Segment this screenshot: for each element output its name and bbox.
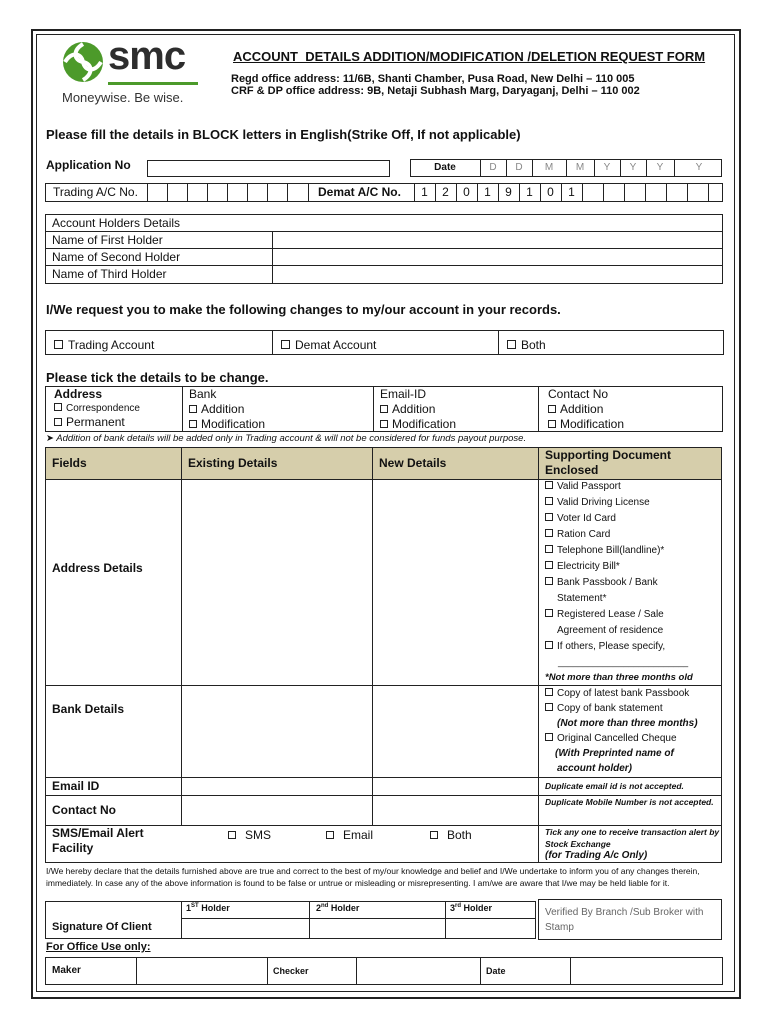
- demat-ac-label: Demat A/C No.: [318, 185, 401, 199]
- doc-ration-card[interactable]: Ration Card: [545, 527, 665, 543]
- trading-ac-input[interactable]: [147, 183, 309, 202]
- doc-cheque-note-1: (With Preprinted name of: [555, 748, 674, 759]
- date-placeholder-m2: M: [575, 162, 585, 173]
- application-no-input[interactable]: [147, 160, 390, 177]
- supporting-docs-header: Supporting Document Enclosed: [545, 448, 671, 477]
- doc-electricity-bill[interactable]: Electricity Bill*: [545, 559, 665, 575]
- alert-note: Tick any one to receive transaction alert by Stock Exchange (for Trading A/c Only): [545, 827, 720, 861]
- address-doc-note: *Not more than three months old: [545, 672, 693, 683]
- bank-new-input[interactable]: [373, 686, 538, 777]
- bank-addition-note: ➤ Addition of bank details will be added only in Trading account & will not be considered for funds payout purpose.: [46, 433, 527, 444]
- both-account-option[interactable]: Both: [507, 338, 546, 352]
- doc-bank-passbook[interactable]: Bank Passbook / Bank: [545, 575, 665, 591]
- address-details-label: Address Details: [52, 561, 143, 575]
- email-id-label: Email ID: [52, 779, 100, 793]
- contact-change-title: Contact No: [548, 387, 609, 401]
- mobile-duplicate-note: Duplicate Mobile Number is not accepted.: [545, 797, 714, 807]
- alert-both-option[interactable]: Both: [430, 828, 472, 842]
- contact-new-input[interactable]: [373, 796, 538, 825]
- new-details-header: New Details: [379, 456, 447, 470]
- doc-checkbox[interactable]: [545, 545, 553, 553]
- declaration-text: I/We hereby declare that the details furnished above are true and correct to the best of my/our knowledge and belief and I/We undertake to inform you of any changes therein, immediately. In case any of the above information is found to be false or untrue or misleading or misrepresenting. I am/we are aware that I/we may be held liable for it.: [46, 866, 700, 888]
- demat-digit-5: 9: [505, 185, 512, 199]
- demat-digit-3: 0: [463, 185, 470, 199]
- first-holder-input[interactable]: [273, 232, 723, 248]
- date-placeholder-m1: M: [544, 162, 554, 173]
- email-modification-option[interactable]: Modification: [380, 417, 456, 431]
- correspondence-checkbox[interactable]: [54, 403, 62, 411]
- date-label: Date: [434, 162, 456, 173]
- contact-modification-option[interactable]: Modification: [548, 417, 624, 431]
- email-addition-option[interactable]: Addition: [380, 402, 456, 416]
- alert-sms-checkbox[interactable]: [228, 831, 236, 839]
- verified-by-branch-text: Verified By Branch /Sub Broker with Stamp: [545, 907, 704, 933]
- bank-existing-input[interactable]: [182, 686, 372, 777]
- demat-digit-7: 0: [547, 185, 554, 199]
- doc-checkbox[interactable]: [545, 529, 553, 537]
- date-placeholder-d2: D: [515, 162, 523, 173]
- bank-details-label: Bank Details: [52, 702, 125, 716]
- email-existing-input[interactable]: [182, 778, 372, 795]
- form-title: ACCOUNT DETAILS ADDITION/MODIFICATION /DELETION REQUEST FORM: [233, 49, 706, 64]
- date-placeholder-y3: Y: [656, 162, 664, 173]
- maker-label: Maker: [52, 965, 81, 976]
- alert-facility-label: SMS/Email Alert Facility: [52, 826, 144, 855]
- permanent-checkbox[interactable]: [54, 418, 62, 426]
- date-placeholder-y1: Y: [603, 162, 611, 173]
- checker-label: Checker: [273, 966, 309, 976]
- fields-header: Fields: [52, 456, 87, 470]
- doc-cheque-note-2: account holder): [557, 763, 633, 774]
- address-change-title: Address: [54, 387, 103, 401]
- second-holder-input[interactable]: [273, 249, 723, 265]
- trading-account-checkbox[interactable]: [54, 340, 63, 349]
- others-specify-line[interactable]: __________________________: [558, 657, 689, 667]
- demat-digit-4: 1: [484, 185, 491, 199]
- third-holder-input[interactable]: [273, 266, 723, 283]
- date-placeholder-y4: Y: [695, 162, 703, 173]
- logo-brand-text: smc: [108, 34, 186, 78]
- demat-digit-2: 2: [442, 185, 449, 199]
- doc-checkbox[interactable]: [545, 481, 553, 489]
- bank-doc-list: [545, 686, 698, 776]
- demat-digit-8: 1: [568, 185, 575, 199]
- email-duplicate-note: Duplicate email id is not accepted.: [545, 781, 684, 791]
- doc-bank-statement-cont: Statement*: [557, 593, 607, 604]
- contact-existing-input[interactable]: [182, 796, 372, 825]
- first-holder-signature[interactable]: [182, 919, 309, 939]
- doc-agreement-cont: Agreement of residence: [557, 625, 664, 636]
- doc-registered-lease[interactable]: Registered Lease / Sale: [545, 607, 665, 623]
- both-account-checkbox[interactable]: [507, 340, 516, 349]
- demat-digit-1: 1: [421, 185, 428, 199]
- contact-modification-checkbox[interactable]: [548, 420, 556, 428]
- arrow-bullet-icon: ➤: [46, 433, 54, 444]
- contact-no-label: Contact No: [52, 803, 116, 817]
- trading-account-option[interactable]: Trading Account: [54, 338, 154, 352]
- logo-tagline: Moneywise. Be wise.: [62, 90, 184, 105]
- demat-digit-6: 1: [526, 185, 533, 199]
- doc-telephone-bill[interactable]: Telephone Bill(landline)*: [545, 543, 665, 559]
- alert-email-option[interactable]: Email: [326, 828, 373, 842]
- doc-latest-passbook[interactable]: Copy of latest bank Passbook: [545, 686, 698, 701]
- second-holder-signature[interactable]: [310, 919, 445, 939]
- doc-checkbox[interactable]: [545, 733, 553, 741]
- bank-modification-checkbox[interactable]: [189, 420, 197, 428]
- bank-change-column: [189, 387, 265, 431]
- correspondence-option[interactable]: Correspondence: [54, 403, 140, 414]
- alert-both-checkbox[interactable]: [430, 831, 438, 839]
- tick-details-heading: Please tick the details to be change.: [46, 370, 269, 385]
- contact-change-column: [548, 387, 624, 431]
- block-letters-instruction: Please fill the details in BLOCK letters in English(Strike Off, If not applicable): [46, 127, 521, 142]
- regd-office-address: Regd office address: 11/6B, Shanti Chamber, Pusa Road, New Delhi – 110 005: [231, 73, 635, 85]
- date-placeholder-y2: Y: [629, 162, 637, 173]
- email-addition-checkbox[interactable]: [380, 405, 388, 413]
- alert-email-checkbox[interactable]: [326, 831, 334, 839]
- third-holder-sign-label: 3rd Holder: [450, 903, 493, 913]
- doc-voter-id[interactable]: Voter Id Card: [545, 511, 665, 527]
- doc-checkbox[interactable]: [545, 561, 553, 569]
- address-new-input[interactable]: [373, 480, 538, 685]
- trading-ac-label: Trading A/C No.: [53, 185, 138, 199]
- maker-input[interactable]: [137, 958, 267, 984]
- email-modification-checkbox[interactable]: [380, 420, 388, 428]
- second-holder-sign-label: 2nd Holder: [316, 903, 360, 913]
- existing-details-header: Existing Details: [188, 456, 278, 470]
- office-use-heading: For Office Use only:: [46, 941, 151, 953]
- doc-bank-statement-note: (Not more than three months): [557, 718, 698, 729]
- address-existing-input[interactable]: [182, 480, 372, 685]
- email-new-input[interactable]: [373, 778, 538, 795]
- third-holder-label: Name of Third Holder: [52, 267, 167, 281]
- logo-underline: [108, 82, 198, 85]
- office-date-input[interactable]: [571, 958, 722, 984]
- alert-sms-option[interactable]: SMS: [228, 828, 271, 842]
- smc-logo: [60, 34, 210, 110]
- doc-checkbox[interactable]: [545, 513, 553, 521]
- first-holder-label: Name of First Holder: [52, 233, 163, 247]
- permanent-option[interactable]: Permanent: [54, 415, 140, 429]
- demat-account-checkbox[interactable]: [281, 340, 290, 349]
- contact-addition-checkbox[interactable]: [548, 405, 556, 413]
- address-change-column: [54, 387, 140, 429]
- second-holder-label: Name of Second Holder: [52, 250, 181, 264]
- signature-of-client-label: Signature Of Client: [52, 921, 152, 933]
- bank-modification-option[interactable]: Modification: [189, 417, 265, 431]
- checker-input[interactable]: [357, 958, 480, 984]
- office-date-label: Date: [486, 966, 506, 976]
- account-holders-heading: Account Holders Details: [52, 216, 181, 230]
- doc-checkbox[interactable]: [545, 703, 553, 711]
- doc-checkbox[interactable]: [545, 688, 553, 696]
- email-change-title: Email-ID: [380, 387, 427, 401]
- doc-valid-passport[interactable]: Valid Passport: [545, 479, 665, 495]
- doc-checkbox[interactable]: [545, 497, 553, 505]
- doc-others[interactable]: If others, Please specify,: [545, 639, 665, 655]
- third-holder-signature[interactable]: [446, 919, 536, 939]
- demat-account-option[interactable]: Demat Account: [281, 338, 376, 352]
- bank-addition-option[interactable]: Addition: [189, 402, 265, 416]
- smc-logo-icon: [60, 40, 106, 84]
- doc-checkbox[interactable]: [545, 609, 553, 617]
- application-no-label: Application No: [46, 158, 131, 172]
- doc-cancelled-cheque[interactable]: Original Cancelled Cheque: [545, 731, 698, 746]
- date-placeholder-d1: D: [489, 162, 497, 173]
- crf-office-address: CRF & DP office address: 9B, Netaji Subhash Marg, Daryaganj, Delhi – 110 002: [231, 85, 640, 97]
- contact-addition-option[interactable]: Addition: [548, 402, 624, 416]
- address-doc-list: [545, 479, 665, 655]
- first-holder-sign-label: 1ST Holder: [186, 903, 230, 913]
- bank-change-title: Bank: [189, 387, 217, 401]
- doc-checkbox[interactable]: [545, 577, 553, 585]
- bank-addition-checkbox[interactable]: [189, 405, 197, 413]
- change-request-text: I/We request you to make the following changes to my/our account in your records.: [46, 302, 561, 317]
- doc-checkbox[interactable]: [545, 641, 553, 649]
- doc-driving-license[interactable]: Valid Driving License: [545, 495, 665, 511]
- doc-bank-statement[interactable]: Copy of bank statement: [545, 701, 698, 716]
- email-change-column: [380, 387, 456, 431]
